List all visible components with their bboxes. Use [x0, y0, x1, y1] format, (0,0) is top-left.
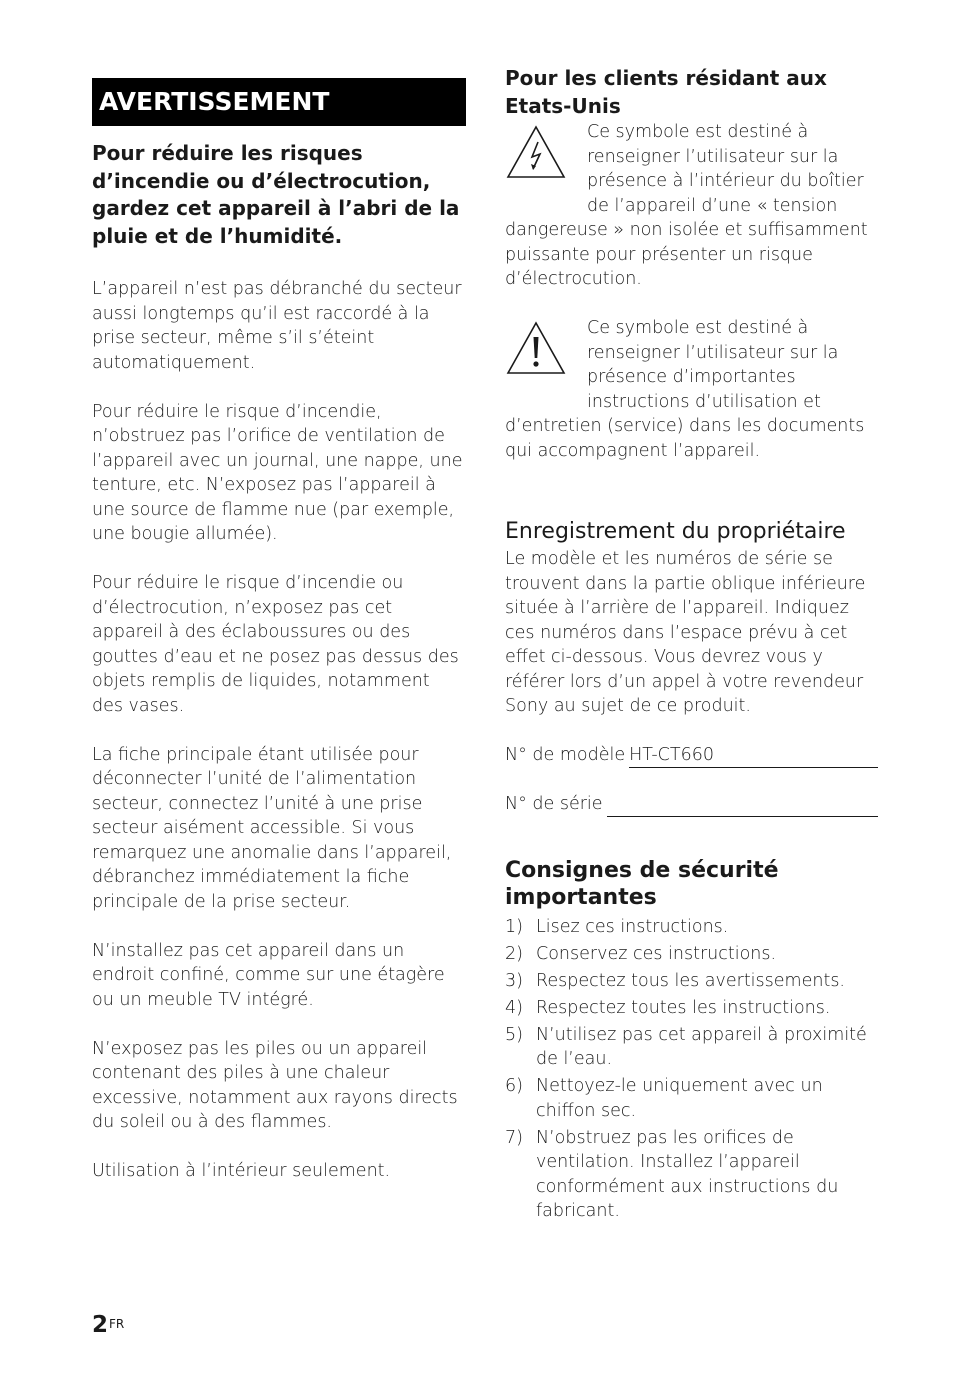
symbol-text-line: renseigner l’utilisateur sur la: [587, 342, 839, 363]
model-number-field: HT-CT660: [629, 743, 878, 768]
list-item: [505, 942, 878, 967]
paragraph: N’exposez pas les piles ou un appareil contenant des piles à une chaleur excessive, notamment aux rayons directs du soleil ou à des flammes.: [92, 1038, 458, 1132]
list-item-text: Lisez ces instructions.: [536, 916, 729, 937]
model-number-row: [505, 743, 878, 768]
registration-text: Le modèle et les numéros de série se trouvent dans la partie oblique inférieure située à l’arrière de l’appareil. Indiquez ces numéros dans l’espace prévu à cet effet ci-dessous. Vous devrez vous y référer lors d’un appel à votre revendeur Sony au sujet de ce produit.: [505, 549, 866, 716]
list-item-number: 1): [505, 916, 523, 937]
symbol-text-line: Ce symbole est destiné à: [587, 318, 809, 338]
list-item-text: N’obstruez pas les orifices de ventilation. Installez l’appareil conformément aux instructions du fabricant.: [536, 1127, 839, 1221]
lead-warning: Pour réduire les risques d’incendie ou d’électrocution, gardez cet appareil à l’abri de la pluie et de l’humidité.: [92, 141, 460, 248]
serial-number-label: N° de série: [505, 794, 603, 814]
paragraph: Pour réduire le risque d’incendie ou d’électrocution, n’exposez pas cet appareil à des éclaboussures ou des gouttes d’eau et ne posez pas dessus des objets remplis de liquides, notamment des vases.: [92, 573, 459, 716]
lightning-warning-icon: [505, 124, 567, 180]
registration-heading: Enregistrement du propriétaire: [505, 519, 846, 544]
list-item-number: 3): [505, 970, 523, 991]
paragraph: Pour réduire le risque d’incendie, n’obstruez pas l’orifice de ventilation de l’appareil avec un journal, une nappe, une tenture, etc. N’exposez pas l’appareil à une source de flamme nue (par exemple, une bougie allumée).: [92, 401, 463, 544]
us-customers-heading: Pour les clients résidant aux Etats-Unis: [505, 66, 827, 118]
list-item: [505, 969, 878, 994]
safety-list: [505, 915, 878, 1224]
page-language-suffix: FR: [109, 1317, 125, 1331]
list-item: [505, 1126, 878, 1224]
list-item-number: 4): [505, 997, 523, 1018]
symbol-text-line: présence à l’intérieur du boîtier: [587, 171, 864, 191]
serial-number-row: [505, 792, 878, 817]
list-item-text: Respectez tous les avertissements.: [536, 970, 845, 991]
warning-banner: AVERTISSEMENT: [92, 78, 466, 126]
list-item: [505, 1074, 878, 1123]
list-item-number: 6): [505, 1076, 523, 1096]
symbol-lightning-block: [505, 120, 878, 292]
list-item-number: 7): [505, 1127, 523, 1148]
list-item: [505, 1023, 878, 1072]
symbol-exclamation-block: [505, 316, 878, 463]
list-item-text: N’utilisez pas cet appareil à proximité de l’eau.: [536, 1024, 867, 1069]
list-item-text: Respectez toutes les instructions.: [536, 997, 831, 1018]
safety-heading: Consignes de sécurité importantes: [505, 857, 779, 910]
right-column: [505, 64, 878, 1226]
left-column: [92, 78, 466, 1184]
model-number-label: N° de modèle: [505, 745, 626, 765]
paragraph: La fiche principale étant utilisée pour déconnecter l’unité de l’alimentation secteur, connectez l’unité à une prise secteur aisément accessible. Si vous remarquez une anomalie dans l’appareil, débranchez immédiatement la fiche principale de la prise secteur.: [92, 744, 452, 912]
page-number: [92, 1311, 124, 1339]
list-item-number: 5): [505, 1024, 523, 1045]
exclamation-warning-icon: [505, 320, 567, 376]
symbol-text-line: instructions d’utilisation et: [587, 391, 821, 412]
symbol-text-line: renseigner l’utilisateur sur la: [587, 146, 839, 167]
page-number-value: 2: [92, 1312, 109, 1338]
symbol-text-rest: dangereuse » non isolée et suffisamment puissante pour présenter un risque d’électrocution.: [505, 220, 868, 289]
list-item-text: Nettoyez-le uniquement avec un chiffon sec.: [536, 1076, 823, 1121]
list-item-number: 2): [505, 943, 523, 964]
symbol-text-line: Ce symbole est destiné à: [587, 122, 809, 142]
paragraph: Utilisation à l’intérieur seulement.: [92, 1161, 391, 1181]
list-item: [505, 996, 878, 1021]
paragraph: N’installez pas cet appareil dans un endroit confiné, comme sur une étagère ou un meuble TV intégré.: [92, 940, 445, 1010]
paragraph: L’appareil n’est pas débranché du secteur aussi longtemps qu’il est raccordé à la prise secteur, même s’il s’éteint automatiquement.: [92, 279, 462, 373]
serial-number-field: [607, 792, 878, 817]
symbol-text-rest: d’entretien (service) dans les documents qui accompagnent l’appareil.: [505, 416, 865, 461]
list-item-text: Conservez ces instructions.: [536, 943, 777, 964]
symbol-text-line: présence d’importantes: [587, 367, 796, 387]
warning-paragraphs: [92, 277, 466, 1184]
symbol-text-line: de l’appareil d’une « tension: [587, 195, 838, 216]
list-item: [505, 915, 878, 940]
